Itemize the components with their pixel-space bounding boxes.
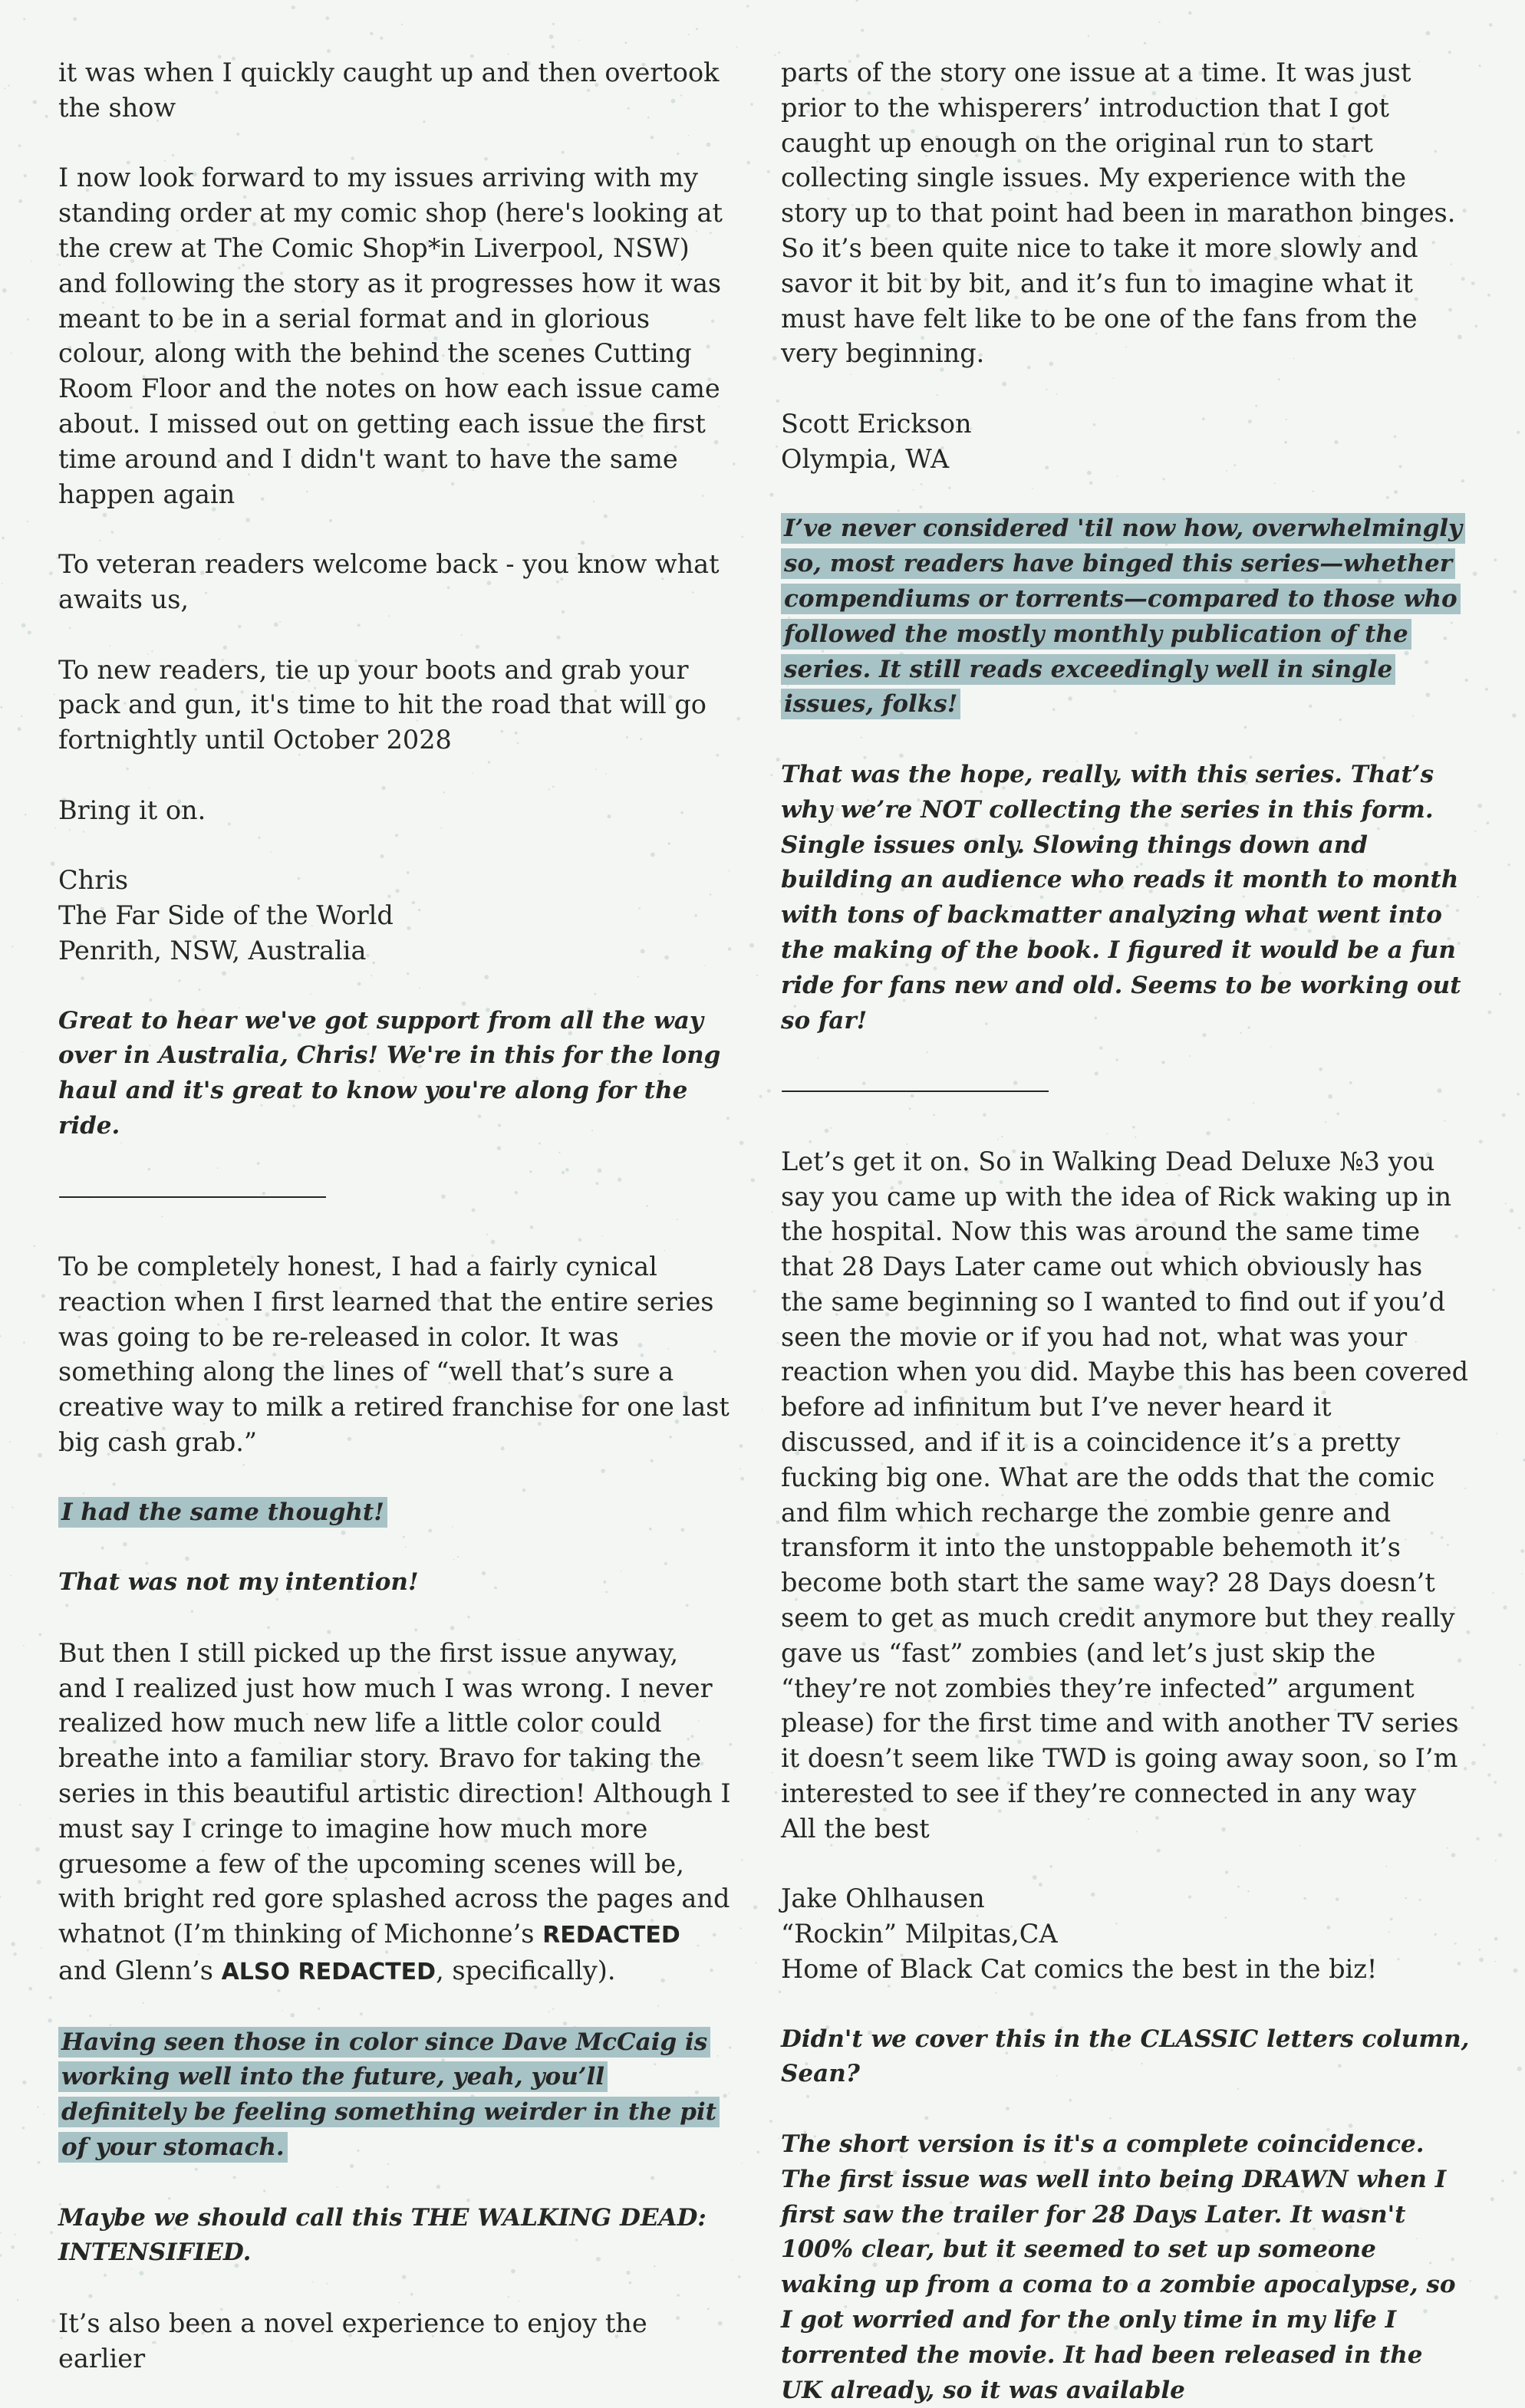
- speckle-dot: [291, 5, 295, 9]
- speckle-dot: [9, 1441, 11, 1442]
- speckle-dot: [769, 2120, 772, 2123]
- letter-paragraph: [58, 1636, 733, 1990]
- speckle-dot: [54, 827, 56, 829]
- speckle-dot: [54, 694, 55, 696]
- letter-paragraph: To new readers, tie up your boots and grab your pack and gun, it's time to hit the road that will go fortnightly until October 2028: [58, 654, 707, 755]
- speckle-dot: [741, 1859, 743, 1860]
- speckle-dot: [1473, 571, 1477, 576]
- speckle-dot: [778, 2138, 779, 2140]
- signature-name: Chris: [58, 865, 129, 896]
- letter-signature: [58, 863, 733, 968]
- speckle-dot: [2, 288, 7, 293]
- speckle-dot: [776, 1521, 780, 1525]
- speckle-dot: [1495, 1860, 1497, 1861]
- speckle-dot: [23, 1645, 25, 1646]
- speckle-dot: [776, 758, 780, 762]
- text-run: But then I still picked up the first issue anyway, and I realized just how much I was wrong. I never realized how much new life a little color could breathe into a familiar story. Bravo for taking the series in this beautiful artistic direction! Although I must say I cringe to imagine how much more gruesome a few of the upcoming scenes will be, with bright red gore splashed across the pages and whatnot (I’m thinking of Michonne’s: [58, 1637, 731, 1949]
- speckle-dot: [1483, 1743, 1486, 1746]
- speckle-dot: [739, 1444, 743, 1448]
- speckle-dot: [50, 1818, 51, 1819]
- redacted-text: ALSO REDACTED: [221, 1959, 436, 1986]
- speckle-dot: [51, 2319, 55, 2323]
- speckle-dot: [1477, 804, 1482, 808]
- speckle-dot: [18, 727, 21, 731]
- signature-name: Scott Erickson: [781, 408, 972, 439]
- speckle-dot: [325, 16, 329, 20]
- editor-reply: Didn't we cover this in the CLASSIC letters column, Sean?: [781, 2025, 1470, 2088]
- signature-location: Penrith, NSW, Australia: [58, 935, 367, 966]
- speckle-dot: [12, 946, 13, 947]
- speckle-dot: [13, 1952, 16, 1956]
- speckle-dot: [1426, 31, 1431, 35]
- speckle-dot: [45, 115, 48, 118]
- speckle-dot: [19, 1804, 21, 1805]
- speckle-dot: [739, 1468, 741, 1469]
- letter-paragraph: it was when I quickly caught up and then overtook the show: [58, 58, 720, 123]
- speckle-dot: [1490, 2197, 1494, 2201]
- speckle-dot: [1494, 2295, 1499, 2300]
- speckle-dot: [28, 1987, 32, 1991]
- speckle-dot: [48, 2018, 52, 2023]
- speckle-dot: [756, 975, 758, 976]
- speckle-dot: [739, 1141, 744, 1146]
- speckle-dot: [1493, 1288, 1495, 1291]
- speckle-dot: [1501, 2179, 1504, 2183]
- speckle-dot: [1474, 831, 1476, 832]
- speckle-dot: [1521, 1573, 1523, 1574]
- speckle-dot: [624, 41, 627, 44]
- speckle-dot: [21, 623, 26, 628]
- speckle-dot: [370, 32, 373, 35]
- speckle-dot: [776, 400, 780, 403]
- signature-line: The Far Side of the World: [58, 900, 394, 931]
- redacted-text: REDACTED: [542, 1922, 680, 1949]
- speckle-dot: [776, 446, 778, 448]
- section-divider: ------------------------------------------------------------: [58, 1184, 325, 1208]
- speckle-dot: [746, 161, 750, 165]
- speckle-dot: [4, 87, 5, 89]
- speckle-dot: [688, 34, 690, 35]
- speckle-dot: [736, 717, 740, 721]
- speckle-dot: [1499, 993, 1501, 995]
- speckle-dot: [736, 46, 738, 48]
- speckle-dot: [27, 318, 29, 321]
- speckle-dot: [43, 2114, 44, 2115]
- speckle-dot: [38, 1453, 42, 1458]
- speckle-dot: [1520, 1549, 1524, 1553]
- speckle-dot: [775, 1791, 778, 1794]
- speckle-dot: [1505, 1202, 1507, 1204]
- speckle-dot: [21, 1051, 23, 1053]
- speckle-dot: [1477, 896, 1479, 897]
- speckle-dot: [1487, 1011, 1491, 1015]
- speckle-dot: [1471, 1761, 1476, 1765]
- speckle-dot: [0, 2232, 2, 2233]
- letter-paragraph: It’s also been a novel experience to enjoy the earlier: [58, 2308, 647, 2373]
- speckle-dot: [549, 35, 554, 39]
- speckle-dot: [1158, 21, 1160, 23]
- right-column: [781, 55, 1471, 2408]
- speckle-dot: [738, 2275, 741, 2278]
- speckle-dot: [38, 2161, 41, 2164]
- speckle-dot: [1517, 1093, 1520, 1096]
- speckle-dot: [578, 40, 580, 41]
- text-run: , specifically).: [436, 1956, 616, 1986]
- speckle-dot: [746, 5, 749, 7]
- speckle-dot: [1513, 590, 1517, 594]
- speckle-dot: [1475, 324, 1478, 327]
- speckle-dot: [751, 1178, 755, 1182]
- editor-reply-highlighted: [58, 2025, 733, 2166]
- speckle-dot: [772, 1211, 773, 1212]
- speckle-dot: [22, 2127, 25, 2129]
- speckle-dot: [753, 1905, 757, 1909]
- speckle-dot: [1517, 431, 1520, 434]
- highlight: I had the same thought!: [58, 1497, 387, 1528]
- speckle-dot: [1144, 42, 1146, 44]
- speckle-dot: [1479, 1958, 1484, 1962]
- speckle-dot: [767, 170, 770, 173]
- speckle-dot: [24, 174, 27, 177]
- speckle-dot: [51, 861, 55, 866]
- speckle-dot: [1498, 1833, 1503, 1837]
- speckle-dot: [18, 199, 22, 203]
- speckle-dot: [1496, 1433, 1497, 1435]
- speckle-dot: [37, 2106, 38, 2107]
- letter-closing: All the best: [781, 1813, 930, 1844]
- speckle-dot: [0, 1335, 1, 1337]
- speckle-dot: [1517, 2067, 1522, 2071]
- letter-paragraph: To be completely honest, I had a fairly cynical reaction when I first learned that the entire series was going to be re-released in color. It was something along the lines of “well that’s sure a creative way to milk a retired franchise for one last big cash grab.”: [58, 1252, 730, 1458]
- speckle-dot: [1478, 64, 1481, 67]
- left-column: [58, 55, 733, 2377]
- speckle-dot: [1485, 688, 1488, 691]
- speckle-dot: [50, 2231, 53, 2234]
- speckle-dot: [740, 1927, 742, 1929]
- letter-paragraph: Let’s get it on. So in Walking Dead Deluxe №3 you say you came up with the idea of Rick waking up in the hospital. Now this was around the same time that 28 Days Later came out which obviously has the same beginning so I wanted to find out if you’d seen the movie or if you had not, what was your reaction when you did. Maybe this has been covered before ad infinitum but I’ve never heard it discussed, and if it is a coincidence it’s a pretty fucking big one. What are the odds that the comic and film which recharge the zombie genre and transform it into the unstoppable behemoth it’s become both start the same way? 28 Days doesn’t seem to get as much credit anymore but they really gave us “fast” zombies (and let’s just skip the “they’re not zombies they’re infected” argument please) for the first time and with another TV series it doesn’t seem like TWD is going away soon, so I’m interested to see if they’re connected in any way: [781, 1146, 1469, 1809]
- speckle-dot: [740, 1477, 744, 1481]
- speckle-dot: [1513, 1969, 1518, 1973]
- signature-location: Home of Black Cat comics the best in the biz!: [781, 1954, 1378, 1985]
- speckle-dot: [1489, 23, 1493, 27]
- speckle-dot: [1486, 821, 1489, 824]
- speckle-dot: [73, 17, 77, 21]
- speckle-dot: [1494, 1781, 1497, 1784]
- speckle-dot: [772, 1771, 773, 1773]
- speckle-dot: [8, 85, 9, 87]
- speckle-dot: [749, 943, 754, 948]
- speckle-dot: [1471, 1706, 1474, 1709]
- speckle-dot: [22, 2081, 26, 2084]
- speckle-dot: [855, 0, 858, 2]
- speckle-dot: [741, 536, 743, 538]
- speckle-dot: [1479, 1140, 1483, 1143]
- speckle-dot: [327, 49, 331, 53]
- speckle-dot: [2, 583, 3, 584]
- speckle-dot: [37, 1880, 41, 1884]
- speckle-dot: [1478, 1949, 1481, 1951]
- speckle-dot: [31, 261, 32, 262]
- speckle-dot: [41, 1947, 42, 1949]
- letter-signature: [781, 406, 1471, 477]
- speckle-dot: [17, 2299, 18, 2301]
- text-run: and Glenn’s: [58, 1956, 222, 1986]
- speckle-dot: [1495, 1961, 1497, 1962]
- speckle-dot: [49, 571, 53, 575]
- speckle-dot: [762, 1409, 763, 1410]
- editor-reply-highlighted: [58, 1495, 733, 1531]
- speckle-dot: [777, 1342, 779, 1344]
- speckle-dot: [11, 2245, 15, 2249]
- speckle-dot: [1494, 1937, 1498, 1941]
- speckle-dot: [11, 353, 12, 354]
- speckle-dot: [750, 103, 753, 106]
- speckle-dot: [769, 493, 773, 497]
- highlight: Having seen those in color since Dave McCaig is working well into the future, yeah, you’ll definitely be feeling something weirder in the pit of your stomach.: [58, 2027, 720, 2163]
- speckle-dot: [1513, 2171, 1517, 2175]
- section-divider: ------------------------------------------------------------: [781, 1079, 1048, 1103]
- speckle-dot: [27, 521, 28, 522]
- speckle-dot: [778, 51, 780, 54]
- speckle-dot: [1518, 1226, 1521, 1229]
- speckle-dot: [11, 1942, 15, 1946]
- speckle-dot: [33, 1245, 35, 1248]
- editor-reply: Maybe we should call this THE WALKING DEAD: INTENSIFIED.: [58, 2203, 707, 2267]
- signature-location: Olympia, WA: [781, 443, 950, 474]
- speckle-dot: [0, 1896, 1, 1898]
- speckle-dot: [28, 630, 31, 634]
- speckle-dot: [1476, 1837, 1479, 1841]
- speckle-dot: [1188, 12, 1192, 15]
- speckle-dot: [0, 706, 2, 709]
- speckle-dot: [861, 28, 864, 31]
- speckle-dot: [552, 45, 555, 48]
- speckle-dot: [772, 356, 777, 360]
- editor-reply: The short version is it's a complete coincidence. The first issue was well into being DRAWN when I first saw the trailer for 28 Days Later. It wasn't 100% clear, but it seemed to set up someone waking up from a coma to a zombie apocalypse, so I got worried and for the only time in my life I torrented the movie. It had been released in the UK already, so it was available: [781, 2130, 1456, 2404]
- speckle-dot: [1487, 1773, 1490, 1776]
- speckle-dot: [1487, 294, 1490, 297]
- speckle-dot: [770, 774, 772, 776]
- speckle-dot: [18, 144, 21, 147]
- editor-reply: Great to hear we've got support from all the way over in Australia, Chris! We're in this for the long haul and it's great to know you're along for the ride.: [58, 1006, 721, 1140]
- speckle-dot: [49, 1996, 52, 1999]
- speckle-dot: [756, 1962, 757, 1963]
- speckle-dot: [1503, 1605, 1507, 1609]
- letter-paragraph: parts of the story one issue at a time. It was just prior to the whisperers’ introduction that I got caught up enough on the original run to start collecting single issues. My experience with the story up to that point had been in marathon binges. So it’s been quite nice to take it more slowly and savor it bit by bit, and it’s fun to imagine what it must have felt like to be one of the fans from the very beginning.: [781, 58, 1456, 369]
- speckle-dot: [2, 537, 5, 540]
- speckle-dot: [23, 18, 25, 21]
- editor-reply: That was the hope, really, with this series. That’s why we’re NOT collecting the series in this form. Single issues only. Slowing things down and building an audience who reads it month to month with tons of backmatter analyzing what went into the making of the book. I figured it would be a fun ride for fans new and old. Seems to be working out so far!: [781, 760, 1461, 1035]
- letter-signature: [781, 1881, 1471, 1986]
- speckle-dot: [15, 2234, 16, 2235]
- letter-paragraph: I now look forward to my issues arriving with my standing order at my comic shop (here's looking at the crew at The Comic Shop*in Liverpool, NSW) and following the story as it progresses how it was meant to be in a serial format and in glorious colour, along with the behind the scenes Cutting Room Floor and the notes on how each issue came about. I missed out on getting each issue the first time around and I didn't want to have the same happen again: [58, 163, 723, 509]
- speckle-dot: [21, 715, 22, 717]
- speckle-dot: [12, 1506, 13, 1508]
- speckle-dot: [756, 2151, 759, 2154]
- speckle-dot: [1494, 558, 1497, 561]
- editor-reply: That was not my intention!: [58, 1568, 419, 1597]
- speckle-dot: [1088, 35, 1089, 37]
- speckle-dot: [774, 54, 776, 56]
- speckle-dot: [0, 2254, 2, 2256]
- speckle-dot: [10, 1575, 12, 1577]
- speckle-dot: [41, 1294, 45, 1298]
- speckle-dot: [1471, 281, 1475, 285]
- speckle-dot: [380, 37, 383, 40]
- speckle-dot: [741, 2163, 743, 2164]
- speckle-dot: [1507, 864, 1510, 866]
- letter-paragraph: Bring it on.: [58, 794, 206, 825]
- speckle-dot: [1448, 51, 1451, 54]
- signature-name: Jake Ohlhausen: [781, 1883, 985, 1914]
- speckle-dot: [33, 100, 38, 104]
- speckle-dot: [35, 1847, 40, 1852]
- letter-paragraph: To veteran readers welcome back - you know what awaits us,: [58, 549, 720, 614]
- speckle-dot: [696, 28, 698, 30]
- speckle-dot: [25, 814, 27, 816]
- speckle-dot: [1510, 1209, 1514, 1213]
- speckle-dot: [401, 24, 403, 25]
- speckle-dot: [759, 1095, 762, 1098]
- speckle-dot: [1519, 1664, 1521, 1666]
- editor-reply-highlighted: [781, 512, 1471, 722]
- speckle-dot: [552, 23, 555, 25]
- speckle-dot: [1512, 713, 1517, 718]
- speckle-dot: [753, 1290, 756, 1293]
- speckle-dot: [23, 1341, 25, 1344]
- speckle-dot: [1502, 1114, 1506, 1117]
- speckle-dot: [1492, 1592, 1494, 1594]
- speckle-dot: [38, 1633, 41, 1637]
- highlight: I’ve never considered 'til now how, overwhelmingly so, most readers have binged this series—whether compendiums or torrents—compared to those who followed the mostly monthly publication of the series. It still reads exceedingly well in single issues, folks!: [781, 513, 1465, 719]
- signature-line: “Rockin” Milpitas,CA: [781, 1919, 1058, 1949]
- speckle-dot: [767, 1089, 771, 1093]
